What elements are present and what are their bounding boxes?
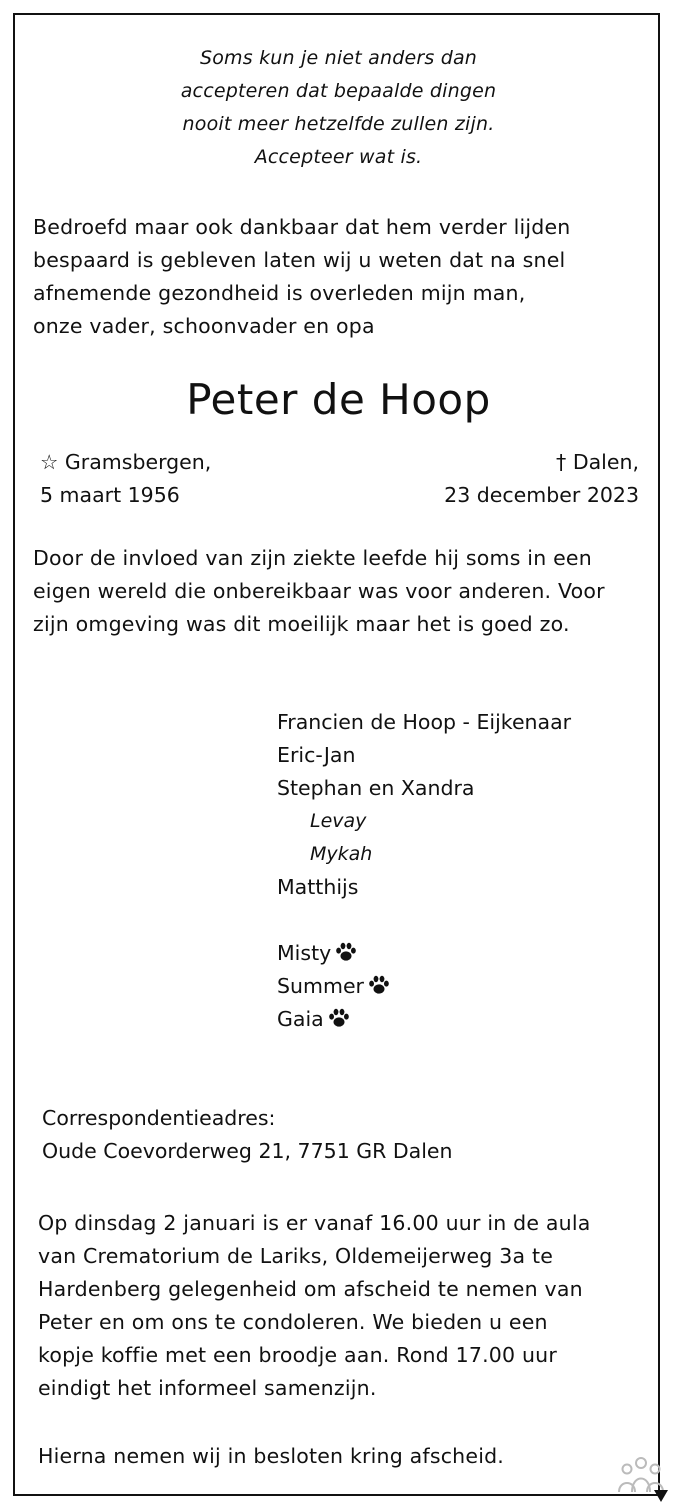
arrangements-line: kopje koffie met een broodje aan. Rond 17.00 uur	[38, 1343, 557, 1367]
arrangements-line: Op dinsdag 2 januari is er vanaf 16.00 uur in de aula	[38, 1211, 591, 1235]
birth-place	[40, 450, 211, 474]
pet-item	[277, 1003, 571, 1036]
poem-line: nooit meer hetzelfde zullen zijn.	[182, 113, 495, 135]
intro-line: afnemende gezondheid is overleden mijn man,	[33, 281, 526, 305]
deceased-name: Peter de Hoop	[186, 375, 491, 424]
birth-date: 5 maart 1956	[40, 483, 180, 507]
intro-line: bespaard is gebleven laten wij u weten dat na snel	[33, 248, 566, 272]
arrangements-line: Hardenberg gelegenheid om afscheid te nemen van	[38, 1277, 583, 1301]
family-grandchild: Levay	[310, 810, 367, 832]
family-spouse: Francien de Hoop - Eijkenaar	[277, 710, 572, 734]
arrangements-line: eindigt het informeel samenzijn.	[38, 1376, 377, 1400]
poem-line: Soms kun je niet anders dan	[199, 47, 478, 69]
poem-line: accepteren dat bepaalde dingen	[180, 80, 497, 102]
paw-icon	[368, 972, 390, 1005]
scroll-down-icon[interactable]	[654, 1490, 668, 1502]
pet-name: Summer	[277, 974, 364, 998]
reflection-line: eigen wereld die onbereikbaar was voor anderen. Voor	[33, 579, 605, 603]
family-child: Stephan en Xandra	[277, 776, 475, 800]
pet-name: Gaia	[277, 1007, 324, 1031]
paw-icon	[328, 1005, 350, 1038]
family-grandchild: Mykah	[310, 843, 373, 865]
family-child: Eric-Jan	[277, 743, 356, 767]
address-label: Correspondentieadres:	[42, 1106, 276, 1130]
closing-line: Hierna nemen wij in besloten kring afscheid.	[38, 1444, 505, 1468]
arrangements-line: van Crematorium de Lariks, Oldemeijerweg 3a te	[38, 1244, 554, 1268]
pet-item	[277, 970, 571, 1003]
pet-item	[277, 937, 571, 970]
star-icon: ☆	[40, 450, 59, 474]
correspondence-address	[42, 1102, 453, 1168]
death-place	[556, 450, 639, 474]
intro-line: Bedroefd maar ook dankbaar dat hem verder lijden	[33, 215, 571, 239]
birth-place-text: Gramsbergen,	[64, 450, 212, 474]
closing-paragraph	[38, 1440, 504, 1473]
paw-icon	[335, 939, 357, 972]
intro-line: onze vader, schoonvader en opa	[33, 314, 375, 338]
poem-line: Accepteer wat is.	[254, 146, 423, 168]
address-line: Oude Coevorderweg 21, 7751 GR Dalen	[42, 1139, 453, 1163]
arrangements-paragraph	[38, 1207, 590, 1405]
family-child: Matthijs	[277, 875, 359, 899]
death-date: 23 december 2023	[444, 483, 639, 507]
intro-paragraph	[33, 211, 571, 343]
pet-name: Misty	[277, 941, 332, 965]
reflection-line: Door de invloed van zijn ziekte leefde hij soms in een	[33, 546, 592, 570]
death-place-text: Dalen,	[572, 450, 639, 474]
reflection-paragraph	[33, 542, 605, 641]
arrangements-line: Peter en om ons te condoleren. We bieden u een	[38, 1310, 548, 1334]
poem	[20, 42, 657, 174]
cross-icon: †	[556, 450, 567, 474]
family-list	[277, 706, 571, 1036]
reflection-line: zijn omgeving was dit moeilijk maar het is goed zo.	[33, 612, 570, 636]
